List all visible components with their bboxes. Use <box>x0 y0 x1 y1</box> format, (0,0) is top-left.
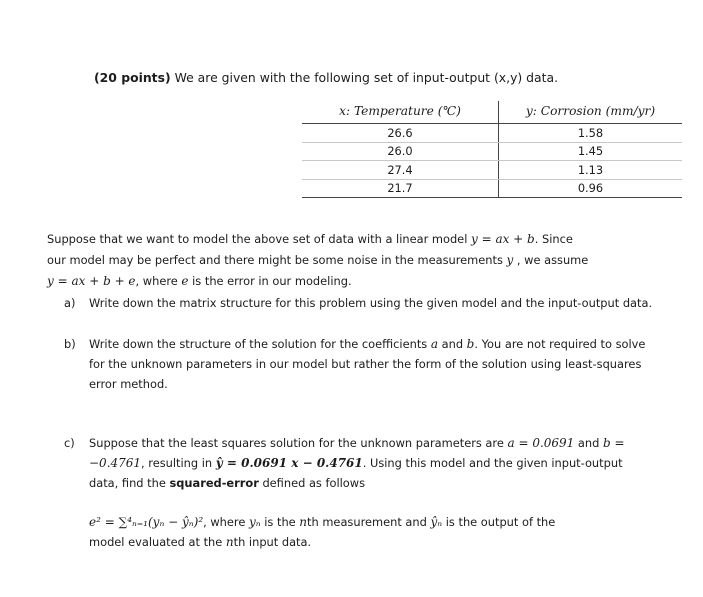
item-c-label: c) <box>64 436 75 450</box>
cell-y: 1.58 <box>499 124 683 143</box>
noisy-model-math: y = ax + b + e <box>47 274 136 288</box>
item-b-text: Write down the structure of the solution for the coefficients a and b. You are not required to solve for the unknown parameters in our model but rather the form of the solution using least-squares error method. <box>89 337 646 391</box>
cell-y: 0.96 <box>499 179 683 198</box>
header-temperature: x: Temperature (℃) <box>302 101 499 124</box>
item-c-text: Suppose that the least squares solution for the unknown parameters are a = 0.0691 and b = −0.4761, resulting in ŷ = 0.0691 x − 0.4761. Using this model and the given input-output data, find the squared-error defined as follows <box>89 436 625 490</box>
paragraph-line-3: y = ax + b + e, where e is the error in our modeling. <box>47 274 352 288</box>
data-table <box>302 101 682 198</box>
points-label: (20 points) <box>94 70 171 85</box>
cell-y: 1.13 <box>499 161 683 180</box>
y-math: y <box>506 253 514 267</box>
problem-paragraph <box>47 229 667 292</box>
table-row <box>302 179 682 198</box>
formula-block: e² = ∑⁴ₙ₌₁(yₙ − ŷₙ)², where yₙ is the nth measurement and ŷₙ is the output of the model evaluated at the nth input data. <box>89 515 556 549</box>
item-b-label: b) <box>64 337 76 351</box>
item-a-text: Write down the matrix structure for this problem using the given model and the input-output data. <box>89 296 653 310</box>
item-b <box>64 334 654 394</box>
linear-model-math: y = ax + b <box>470 232 535 246</box>
cell-x: 26.0 <box>302 142 499 161</box>
cell-x: 21.7 <box>302 179 499 198</box>
header-corrosion: y: Corrosion (mm/yr) <box>499 101 683 124</box>
table-header-row <box>302 101 682 124</box>
model-equation: ŷ = 0.0691 x − 0.4761 <box>215 456 363 470</box>
table-row <box>302 124 682 143</box>
squared-error-formula: e² = ∑⁴ₙ₌₁(yₙ − ŷₙ)² <box>89 515 204 529</box>
squared-error-label: squared-error <box>169 476 259 490</box>
paragraph-line-2: our model may be perfect and there might be some noise in the measurements y , we assume <box>47 253 589 267</box>
cell-y: 1.45 <box>499 142 683 161</box>
item-a <box>64 293 654 313</box>
cell-x: 27.4 <box>302 161 499 180</box>
table-row <box>302 142 682 161</box>
e-math: e <box>181 274 189 288</box>
problem-intro <box>94 70 558 85</box>
table-row <box>302 161 682 180</box>
intro-text: We are given with the following set of input-output (x,y) data. <box>170 70 559 85</box>
item-a-label: a) <box>64 296 76 310</box>
cell-x: 26.6 <box>302 124 499 143</box>
item-c <box>64 433 654 493</box>
paragraph-line-1: Suppose that we want to model the above set of data with a linear model y = ax + b. Since <box>47 232 573 246</box>
